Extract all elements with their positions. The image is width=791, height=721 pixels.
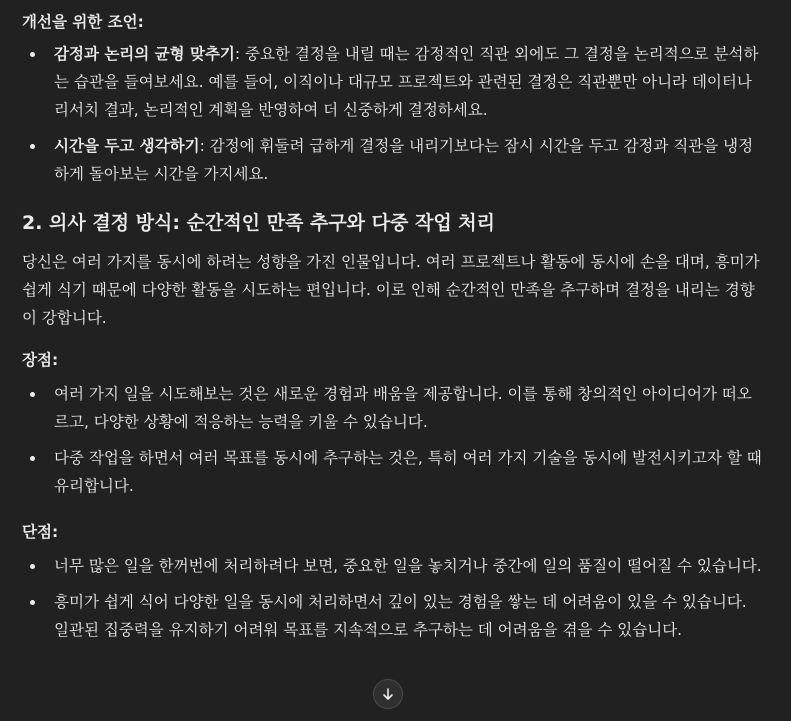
message-content bbox=[22, 8, 762, 644]
item-text: : 중요한 결정을 내릴 때는 감정적인 직관 외에도 그 결정을 논리적으로 분석하는 습관을 들여보세요. 예를 들어, 이직이나 대규모 프로젝트와 관련된 결정은 직관뿐만 아니라 데이터나 리서치 결과, 논리적인 계획을 반영하여 더 신중하게 결정하세요. bbox=[54, 45, 759, 119]
pros-list bbox=[22, 380, 762, 500]
list-item bbox=[22, 444, 762, 500]
bullet-icon bbox=[30, 392, 35, 397]
bullet-icon bbox=[30, 52, 35, 57]
improvement-heading: 개선을 위한 조언: bbox=[22, 13, 144, 31]
item-title: 시간을 두고 생각하기 bbox=[54, 137, 200, 155]
bullet-icon bbox=[30, 564, 35, 569]
item-title: 감정과 논리의 균형 맞추기 bbox=[54, 45, 235, 63]
improvement-list bbox=[22, 40, 762, 188]
list-item bbox=[22, 380, 762, 436]
list-item bbox=[22, 588, 762, 644]
item-text: 너무 많은 일을 한꺼번에 처리하려다 보면, 중요한 일을 놓치거나 중간에 일의 품질이 떨어질 수 있습니다. bbox=[54, 557, 762, 575]
cons-list bbox=[22, 552, 762, 644]
list-item bbox=[22, 552, 762, 580]
item-text: 다중 작업을 하면서 여러 목표를 동시에 추구하는 것은, 특히 여러 가지 기술을 동시에 발전시키고자 할 때 유리합니다. bbox=[54, 449, 762, 495]
section-paragraph: 당신은 여러 가지를 동시에 하려는 성향을 가진 인물입니다. 여러 프로젝트나 활동에 동시에 손을 대며, 흥미가 쉽게 식기 때문에 다양한 활동을 시도하는 편입니다. 이로 인해 순간적인 만족을 추구하며 결정을 내리는 경향이 강합니다. bbox=[22, 253, 760, 327]
bullet-icon bbox=[30, 600, 35, 605]
pros-heading: 장점: bbox=[22, 351, 59, 369]
item-text: 흥미가 쉽게 식어 다양한 일을 동시에 처리하면서 깊이 있는 경험을 쌓는 데 어려움이 있을 수 있습니다. 일관된 집중력을 유지하기 어려워 목표를 지속적으로 추구하는 데 어려움을 겪을 수 있습니다. bbox=[54, 593, 747, 639]
list-item bbox=[22, 132, 762, 188]
bullet-icon bbox=[30, 456, 35, 461]
list-item bbox=[22, 40, 762, 124]
item-text: : 감정에 휘둘려 급하게 결정을 내리기보다는 잠시 시간을 두고 감정과 직관을 냉정하게 돌아보는 시간을 가지세요. bbox=[54, 137, 754, 183]
cons-heading: 단점: bbox=[22, 523, 59, 541]
bullet-icon bbox=[30, 144, 35, 149]
scroll-to-bottom-button[interactable] bbox=[373, 679, 403, 709]
section-title: 2. 의사 결정 방식: 순간적인 만족 추구와 다중 작업 처리 bbox=[22, 212, 496, 234]
item-text: 여러 가지 일을 시도해보는 것은 새로운 경험과 배움을 제공합니다. 이를 통해 창의적인 아이디어가 떠오르고, 다양한 상황에 적응하는 능력을 키울 수 있습니다. bbox=[54, 385, 752, 431]
arrow-down-icon bbox=[381, 687, 395, 701]
